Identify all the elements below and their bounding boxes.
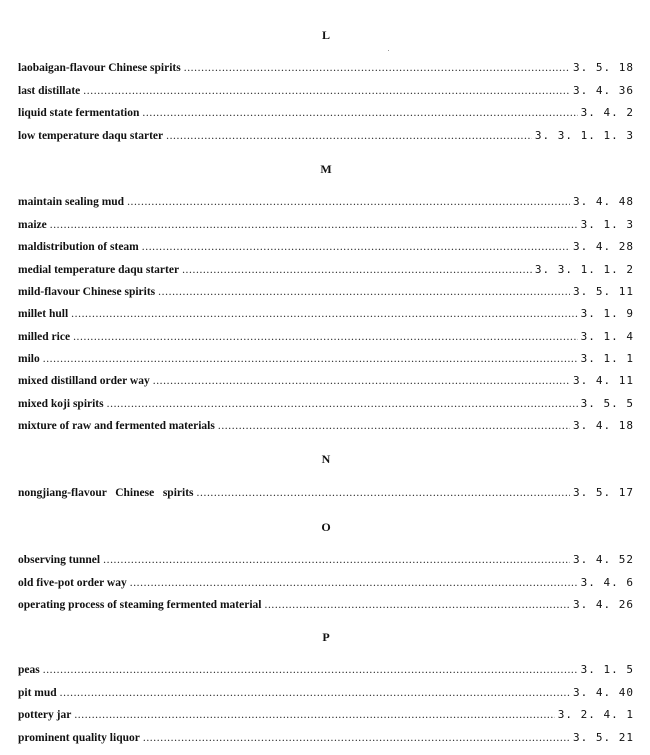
index-entry — [18, 396, 634, 412]
entry-term: mixed distilland order way — [18, 375, 150, 387]
entry-term: medial temperature daqu starter — [18, 264, 180, 276]
index-entry — [18, 373, 634, 389]
entry-term: old five-pot order way — [18, 577, 127, 589]
leader-dots — [50, 217, 578, 233]
entry-term: liquid state fermentation — [18, 107, 140, 119]
index-entry — [18, 128, 634, 144]
entry-ref: 3. 4. 36 — [573, 84, 634, 97]
entry-ref: 3. 1. 4 — [580, 330, 634, 343]
leader-dots — [197, 485, 571, 501]
entry-ref: 3. 5. 18 — [573, 61, 634, 74]
leader-dots — [142, 105, 577, 121]
entry-ref: 3. 4. 48 — [573, 195, 634, 208]
index-entry — [18, 105, 634, 121]
leader-dots — [218, 418, 570, 434]
section-letter-p: P — [322, 630, 330, 644]
leader-dots — [43, 351, 578, 367]
leader-dots — [130, 575, 578, 591]
entry-ref: 3. 5. 17 — [573, 486, 634, 499]
leader-dots — [107, 396, 578, 412]
index-entry — [18, 83, 634, 99]
index-entry — [18, 685, 634, 701]
entry-ref: 3. 4. 40 — [573, 686, 634, 699]
leader-dots — [71, 306, 577, 322]
entry-ref: 3. 1. 5 — [580, 663, 634, 676]
entry-ref: 3. 2. 4. 1 — [557, 708, 634, 721]
section-letter-m: M — [320, 162, 332, 176]
leader-dots — [166, 128, 532, 144]
entry-term: mild-flavour Chinese spirits — [18, 286, 156, 298]
entry-term: observing tunnel — [18, 554, 101, 566]
index-entry — [18, 597, 634, 613]
entry-term: mixed koji spirits — [18, 398, 104, 410]
leader-dots — [127, 194, 570, 210]
section-letter-o: O — [321, 520, 331, 534]
entry-term: maize — [18, 219, 47, 231]
entry-ref: 3. 5. 11 — [573, 285, 634, 298]
entry-ref: 3. 4. 6 — [580, 576, 634, 589]
entry-term: pit mud — [18, 687, 57, 699]
entry-ref: 3. 5. 5 — [580, 397, 634, 410]
entry-ref: 3. 4. 28 — [573, 240, 634, 253]
entry-term: peas — [18, 664, 40, 676]
index-entry — [18, 194, 634, 210]
index-entry — [18, 351, 634, 367]
entry-term: laobaigan-flavour Chinese spirits — [18, 62, 181, 74]
leader-dots — [83, 83, 570, 99]
entry-term: pottery jar — [18, 709, 72, 721]
entry-ref: 3. 1. 9 — [580, 307, 634, 320]
index-entry — [18, 239, 634, 255]
entry-ref: 3. 4. 26 — [573, 598, 634, 611]
leader-dots — [43, 662, 578, 678]
index-entry — [18, 306, 634, 322]
leader-dots — [103, 552, 570, 568]
entry-term: operating process of steaming fermented material — [18, 599, 262, 611]
index-entry — [18, 60, 634, 76]
entry-ref: 3. 5. 21 — [573, 731, 634, 744]
index-entry — [18, 418, 634, 434]
index-entry — [18, 552, 634, 568]
entry-term: milo — [18, 353, 40, 365]
entry-term: nongjiang-flavour Chinese spirits — [18, 487, 194, 499]
entry-ref: 3. 4. 11 — [573, 374, 634, 387]
leader-dots — [264, 597, 570, 613]
leader-dots — [73, 329, 578, 345]
leader-dots — [153, 373, 570, 389]
entry-ref: 3. 3. 1. 1. 2 — [534, 263, 634, 276]
entry-term: milled rice — [18, 331, 71, 343]
index-entry — [18, 575, 634, 591]
leader-dots — [142, 239, 570, 255]
leader-dots — [60, 685, 570, 701]
entry-term: low temperature daqu starter — [18, 130, 164, 142]
entry-term: maintain sealing mud — [18, 196, 125, 208]
entry-ref: 3. 1. 1 — [580, 352, 634, 365]
leader-dots — [184, 60, 570, 76]
entry-ref: 3. 4. 2 — [580, 106, 634, 119]
section-letter-l: L — [321, 28, 330, 42]
leader-dots — [182, 262, 532, 278]
section-letter-n: N — [321, 452, 331, 466]
index-entry — [18, 662, 634, 678]
index-entry — [18, 284, 634, 300]
leader-dots — [74, 707, 554, 723]
entry-term: prominent quality liquor — [18, 732, 140, 744]
index-entry — [18, 707, 634, 723]
scan-speck — [388, 50, 389, 51]
index-entry — [18, 485, 634, 501]
index-entry — [18, 262, 634, 278]
index-entry — [18, 329, 634, 345]
index-entry — [18, 730, 634, 746]
entry-term: mixture of raw and fermented materials — [18, 420, 215, 432]
entry-term: maldistribution of steam — [18, 241, 139, 253]
leader-dots — [143, 730, 570, 746]
entry-ref: 3. 4. 18 — [573, 419, 634, 432]
entry-term: millet hull — [18, 308, 69, 320]
entry-ref: 3. 4. 52 — [573, 553, 634, 566]
leader-dots — [158, 284, 570, 300]
entry-ref: 3. 3. 1. 1. 3 — [534, 129, 634, 142]
index-entry — [18, 217, 634, 233]
entry-ref: 3. 1. 3 — [580, 218, 634, 231]
entry-term: last distillate — [18, 85, 81, 97]
